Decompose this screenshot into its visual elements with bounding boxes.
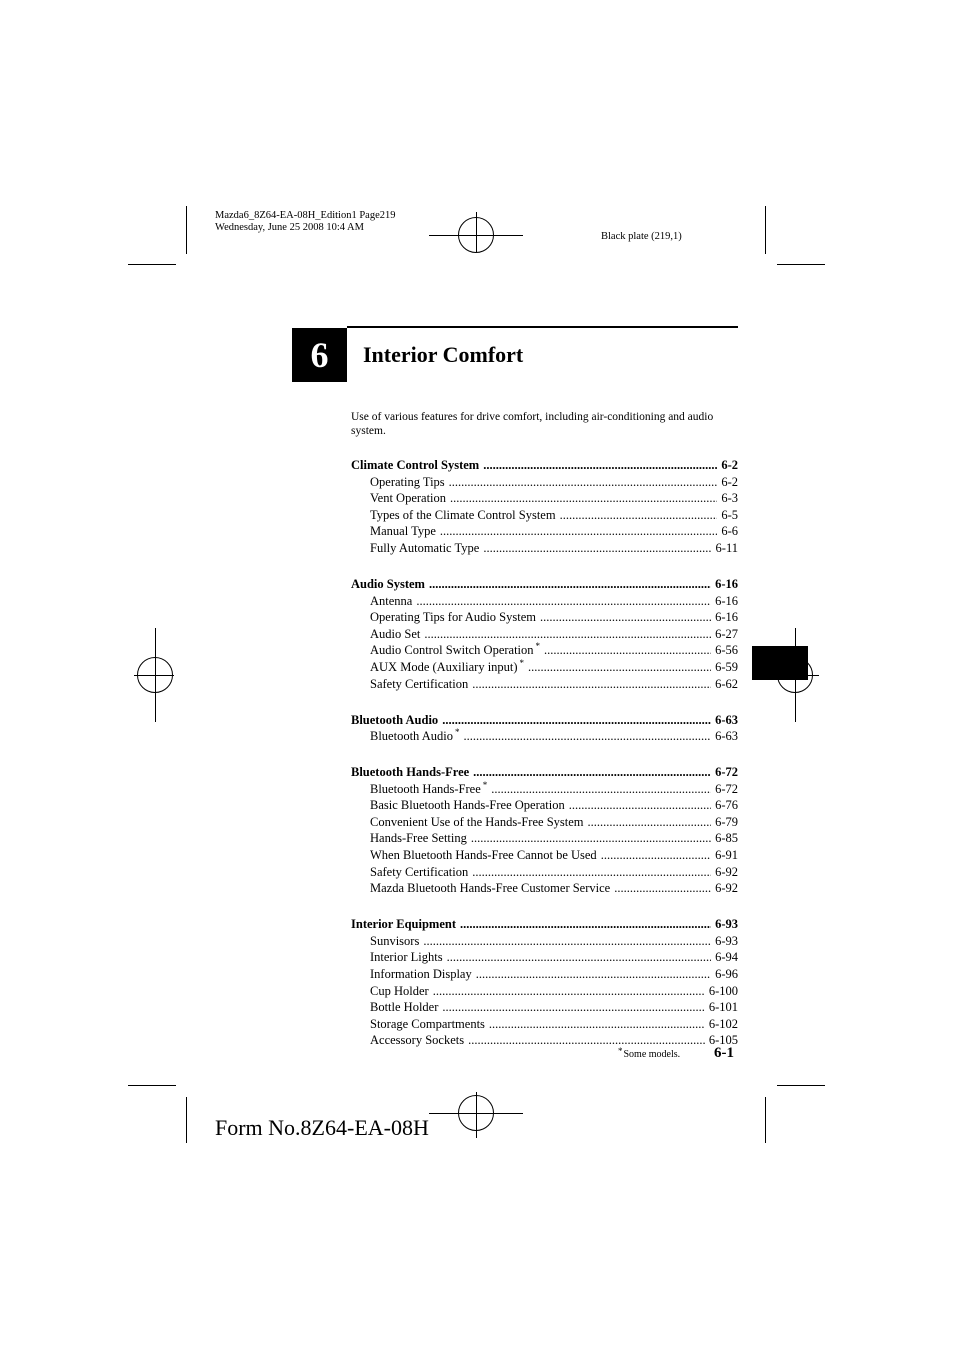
toc-title: Antenna	[370, 593, 413, 608]
toc-item[interactable]	[351, 1017, 738, 1034]
toc-page: 6-72	[715, 765, 738, 780]
toc-leader-dots	[442, 1000, 704, 1015]
toc-leader-dots	[560, 508, 718, 523]
toc-item[interactable]	[351, 643, 738, 660]
toc-item[interactable]	[351, 508, 738, 525]
toc-title: When Bluetooth Hands-Free Cannot be Used	[370, 848, 597, 863]
toc-title: Audio Set	[370, 626, 421, 641]
toc-leader-dots	[468, 1033, 705, 1048]
toc-leader-dots	[424, 627, 711, 642]
toc-title: Interior Lights	[370, 950, 443, 965]
toc-item[interactable]	[351, 541, 738, 558]
print-header-date: Wednesday, June 25 2008 10:4 AM	[215, 222, 364, 233]
toc-item[interactable]	[351, 677, 738, 694]
toc-page: 6-16	[715, 576, 738, 591]
toc-title: Bluetooth Audio *	[370, 727, 460, 744]
table-of-contents	[351, 458, 738, 1050]
toc-gap	[351, 898, 738, 917]
toc-title: Hands-Free Setting	[370, 831, 467, 846]
footnote: *Some models.	[618, 1046, 681, 1060]
toc-leader-dots	[489, 1017, 705, 1032]
toc-title: Bottle Holder	[370, 1000, 439, 1015]
chapter-thumb-tab	[752, 646, 808, 680]
toc-item[interactable]	[351, 491, 738, 508]
some-models-star-icon: *	[519, 657, 525, 668]
toc-gap	[351, 693, 738, 712]
toc-title: Cup Holder	[370, 983, 429, 998]
toc-leader-dots	[440, 524, 717, 539]
toc-page: 6-93	[715, 933, 738, 948]
toc-leader-dots	[433, 984, 705, 999]
toc-page: 6-92	[715, 864, 738, 879]
toc-item[interactable]	[351, 984, 738, 1001]
some-models-star-icon: *	[455, 727, 460, 738]
toc-gap	[351, 558, 738, 577]
toc-item[interactable]	[351, 627, 738, 644]
toc-leader-dots	[483, 458, 717, 473]
toc-item[interactable]	[351, 848, 738, 865]
toc-page: 6-96	[715, 967, 738, 981]
toc-leader-dots	[476, 967, 711, 982]
plate-label: Black plate (219,1)	[601, 231, 682, 242]
crop-mark	[128, 1085, 176, 1086]
form-number: Form No.8Z64-EA-08H	[215, 1115, 429, 1140]
toc-section[interactable]	[351, 765, 738, 782]
toc-title: Basic Bluetooth Hands-Free Operation	[370, 798, 565, 813]
toc-item[interactable]	[351, 610, 738, 627]
toc-page: 6-27	[715, 626, 738, 641]
toc-page: 6-100	[708, 983, 738, 998]
toc-title: Climate Control System	[351, 458, 480, 472]
toc-page: 6-6	[721, 524, 738, 539]
registration-circle-icon	[458, 1095, 494, 1131]
crop-mark	[765, 1097, 766, 1143]
toc-leader-dots	[473, 765, 711, 780]
toc-item[interactable]	[351, 475, 738, 492]
toc-title: Interior Equipment	[351, 917, 456, 932]
toc-item[interactable]	[351, 831, 738, 848]
toc-leader-dots	[614, 881, 711, 896]
some-models-star-icon: *	[535, 641, 541, 652]
toc-title: Manual Type	[370, 524, 436, 539]
toc-leader-dots	[416, 594, 711, 609]
toc-title: Convenient Use of the Hands-Free System	[370, 814, 584, 829]
toc-leader-dots	[449, 475, 718, 490]
toc-page: 6-76	[715, 798, 738, 813]
crop-mark	[128, 264, 176, 265]
toc-leader-dots	[447, 950, 712, 965]
toc-leader-dots	[540, 610, 711, 625]
toc-item[interactable]	[351, 657, 738, 677]
toc-item[interactable]	[351, 1000, 738, 1017]
toc-leader-dots	[464, 729, 712, 744]
toc-page: 6-105	[708, 1033, 738, 1048]
toc-item[interactable]	[351, 798, 738, 815]
toc-leader-dots	[442, 713, 711, 728]
toc-leader-dots	[588, 815, 712, 830]
toc-title: Vent Operation	[370, 491, 447, 506]
toc-item[interactable]	[351, 934, 738, 951]
toc-title: Audio System	[351, 576, 425, 591]
crop-mark	[186, 1097, 187, 1143]
toc-title: Bluetooth Hands-Free *	[370, 779, 488, 796]
toc-title: Safety Certification	[370, 864, 469, 879]
toc-section[interactable]	[351, 917, 738, 934]
toc-page: 6-101	[708, 1000, 738, 1015]
toc-title: Accessory Sockets	[370, 1033, 465, 1048]
toc-leader-dots	[423, 934, 711, 949]
toc-leader-dots	[601, 848, 711, 863]
toc-item[interactable]	[351, 779, 738, 799]
toc-page: 6-63	[715, 712, 738, 727]
toc-item[interactable]	[351, 865, 738, 882]
toc-item[interactable]	[351, 815, 738, 832]
toc-title: Mazda Bluetooth Hands-Free Customer Service	[370, 881, 611, 896]
toc-page: 6-85	[715, 831, 738, 846]
toc-title: Bluetooth Audio	[351, 712, 439, 727]
chapter-number: 6	[292, 328, 347, 382]
some-models-star-icon: *	[482, 779, 488, 790]
toc-page: 6-11	[715, 540, 738, 555]
toc-title: Sunvisors	[370, 933, 420, 948]
toc-page: 6-91	[715, 848, 738, 863]
registration-circle-icon	[137, 657, 173, 693]
toc-title: Information Display	[370, 967, 472, 981]
registration-circle-icon	[458, 217, 494, 253]
toc-page: 6-94	[715, 950, 738, 965]
toc-item[interactable]	[351, 1033, 738, 1050]
toc-item[interactable]	[351, 967, 738, 984]
toc-page: 6-56	[715, 643, 738, 658]
toc-page: 6-79	[715, 814, 738, 829]
toc-page: 6-92	[715, 881, 738, 896]
toc-page: 6-16	[715, 593, 738, 608]
print-header-file: Mazda6_8Z64-EA-08H_Edition1 Page219	[215, 210, 396, 221]
toc-item[interactable]	[351, 594, 738, 611]
toc-page: 6-3	[721, 491, 738, 506]
toc-page: 6-59	[715, 659, 738, 674]
toc-title: Operating Tips	[370, 474, 445, 489]
toc-leader-dots	[471, 831, 711, 846]
toc-title: Audio Control Switch Operation *	[370, 641, 541, 658]
toc-page: 6-63	[715, 729, 738, 744]
toc-item[interactable]	[351, 729, 738, 746]
toc-leader-dots	[472, 865, 711, 880]
chapter-title: Interior Comfort	[363, 342, 524, 367]
toc-title: Operating Tips for Audio System	[370, 610, 536, 625]
toc-leader-dots	[460, 917, 711, 932]
toc-section[interactable]	[351, 458, 738, 475]
toc-leader-dots	[569, 798, 711, 813]
toc-page: 6-102	[708, 1016, 738, 1031]
crop-mark	[765, 206, 766, 254]
toc-item[interactable]	[351, 950, 738, 967]
crop-mark	[777, 1085, 825, 1086]
chapter-intro: Use of various features for drive comfort, including air-conditioning and audio system.	[351, 411, 714, 437]
toc-page: 6-5	[721, 507, 738, 522]
toc-title: Fully Automatic Type	[370, 540, 480, 555]
toc-title: Storage Compartments	[370, 1016, 485, 1031]
toc-page: 6-62	[715, 676, 738, 691]
toc-gap	[351, 746, 738, 765]
toc-page: 6-93	[715, 917, 738, 932]
toc-leader-dots	[472, 677, 711, 692]
toc-title: Safety Certification	[370, 676, 469, 691]
crop-mark	[186, 206, 187, 254]
toc-leader-dots	[483, 541, 711, 556]
toc-page: 6-16	[715, 610, 738, 625]
page-number: 6-1	[714, 1045, 734, 1061]
toc-leader-dots	[528, 660, 711, 675]
chapter-rule	[347, 326, 738, 328]
toc-leader-dots	[544, 643, 711, 658]
toc-title: Bluetooth Hands-Free	[351, 765, 470, 780]
toc-leader-dots	[450, 491, 717, 506]
toc-item[interactable]	[351, 881, 738, 898]
toc-item[interactable]	[351, 524, 738, 541]
toc-leader-dots	[491, 782, 711, 797]
toc-title: AUX Mode (Auxiliary input) *	[370, 657, 525, 674]
toc-title: Types of the Climate Control System	[370, 507, 556, 522]
toc-page: 6-72	[715, 781, 738, 796]
toc-section[interactable]	[351, 713, 738, 730]
crop-mark	[777, 264, 825, 265]
toc-section[interactable]	[351, 577, 738, 594]
toc-leader-dots	[429, 577, 711, 592]
toc-page: 6-2	[721, 474, 738, 489]
toc-page: 6-2	[721, 458, 738, 472]
